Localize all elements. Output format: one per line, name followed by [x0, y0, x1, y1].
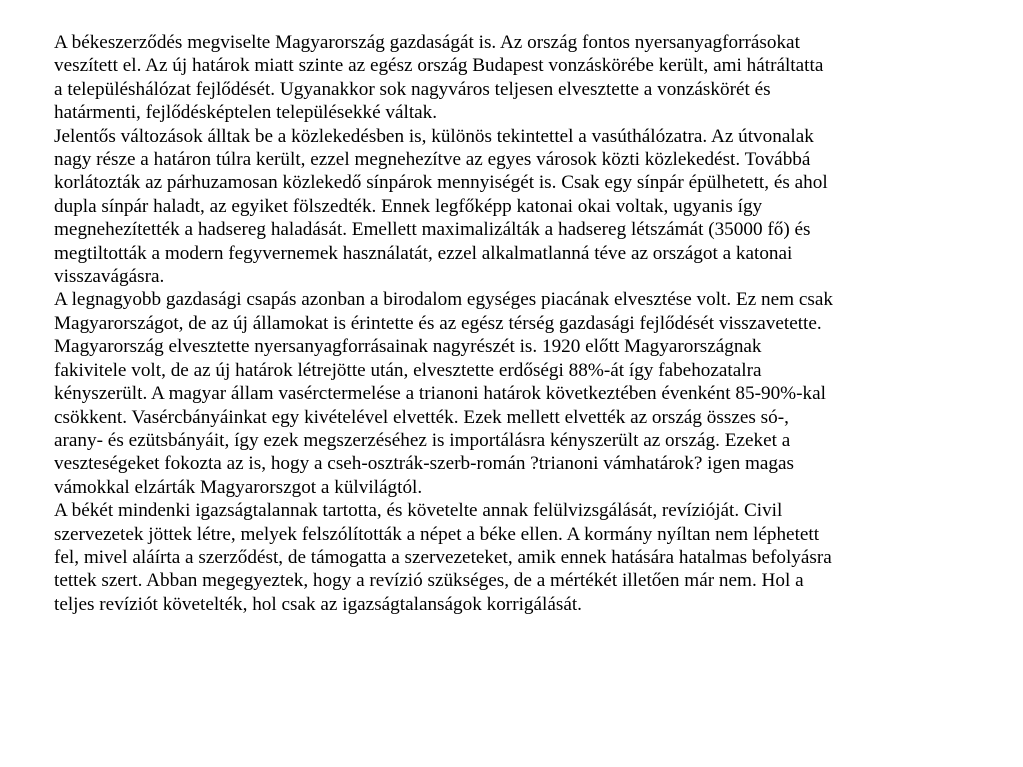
text-line: A békét mindenki igazságtalannak tartotta, és követelte annak felülvizsgálását, revízióját. Civil [54, 500, 783, 522]
paragraph-revision [54, 499, 1004, 616]
text-line: csökkent. Vasércbányáinkat egy kivételével elvették. Ezek mellett elvették az ország összes só-, [54, 406, 789, 428]
text-line: megnehezítették a hadsereg haladását. Emellett maximalizálták a hadsereg létszámát (35000 fő) és [54, 219, 811, 241]
text-line: A legnagyobb gazdasági csapás azonban a birodalom egységes piacának elvesztése volt. Ez nem csak [54, 289, 833, 311]
text-line: tettek szert. Abban megegyeztek, hogy a revízió szükséges, de a mértékét illetően már nem. Hol a [54, 570, 804, 592]
paragraph-transport [54, 125, 1004, 289]
text-line: arany- és ezütsbányáit, így ezek megszerzéséhez is importálásra kényszerült az ország. Ezeket a [54, 429, 791, 451]
text-line: fel, mivel aláírta a szerződést, de támogatta a szervezeteket, amik ennek hatására hatalmas befolyásra [54, 546, 832, 568]
text-line: visszavágásra. [54, 266, 165, 288]
text-line: a településhálózat fejlődését. Ugyanakkor sok nagyváros teljesen elvesztette a vonzáskörét és [54, 78, 771, 100]
text-line: nagy része a határon túlra került, ezzel megnehezítve az egyes városok közti közlekedést. Továbbá [54, 149, 811, 171]
text-line: Magyarországot, de az új államokat is érintette és az egész térség gazdasági fejlődését visszavetette. [54, 312, 822, 334]
text-line: vámokkal elzárták Magyarorszgot a külvilágtól. [54, 476, 423, 498]
document-body [54, 31, 1004, 616]
text-line: veszített el. Az új határok miatt szinte az egész ország Budapest vonzáskörébe került, ami hátráltatta [54, 55, 824, 77]
text-line: Jelentős változások álltak be a közlekedésben is, különös tekintettel a vasúthálózatra. Az útvonalak [54, 125, 814, 147]
text-line: teljes revíziót követelték, hol csak az igazságtalanságok korrigálását. [54, 593, 582, 615]
text-line: kényszerült. A magyar állam vasérctermelése a trianoni határok következtében évenként 85-90%-kal [54, 383, 826, 405]
text-line: megtiltották a modern fegyvernemek használatát, ezzel alkalmatlanná téve az országot a katonai [54, 242, 793, 264]
paragraph-economy [54, 31, 1004, 125]
text-line: A békeszerződés megviselte Magyarország gazdaságát is. Az ország fontos nyersanyagforrásokat [54, 32, 800, 53]
text-line: határmenti, fejlődésképtelen településekké váltak. [54, 102, 438, 124]
text-line: veszteségeket fokozta az is, hogy a cseh-osztrák-szerb-román ?trianoni vámhatárok? igen magas [54, 453, 795, 475]
paragraph-market-loss [54, 288, 1004, 499]
text-line: fakivitele volt, de az új határok létrejötte után, elvesztette erdőségi 88%-át így fabehozatalra [54, 359, 762, 381]
text-line: korlátozták az párhuzamosan közlekedő sínpárok mennyiségét is. Csak egy sínpár épülhetett, és ahol [54, 172, 828, 194]
text-line: Magyarország elvesztette nyersanyagforrásainak nagyrészét is. 1920 előtt Magyarországnak [54, 336, 762, 358]
text-line: dupla sínpár haladt, az egyiket fölszedték. Ennek legfőképp katonai okai voltak, ugyanis így [54, 195, 763, 217]
text-line: szervezetek jöttek létre, melyek felszólították a népet a béke ellen. A kormány nyíltan nem léphetett [54, 523, 820, 545]
